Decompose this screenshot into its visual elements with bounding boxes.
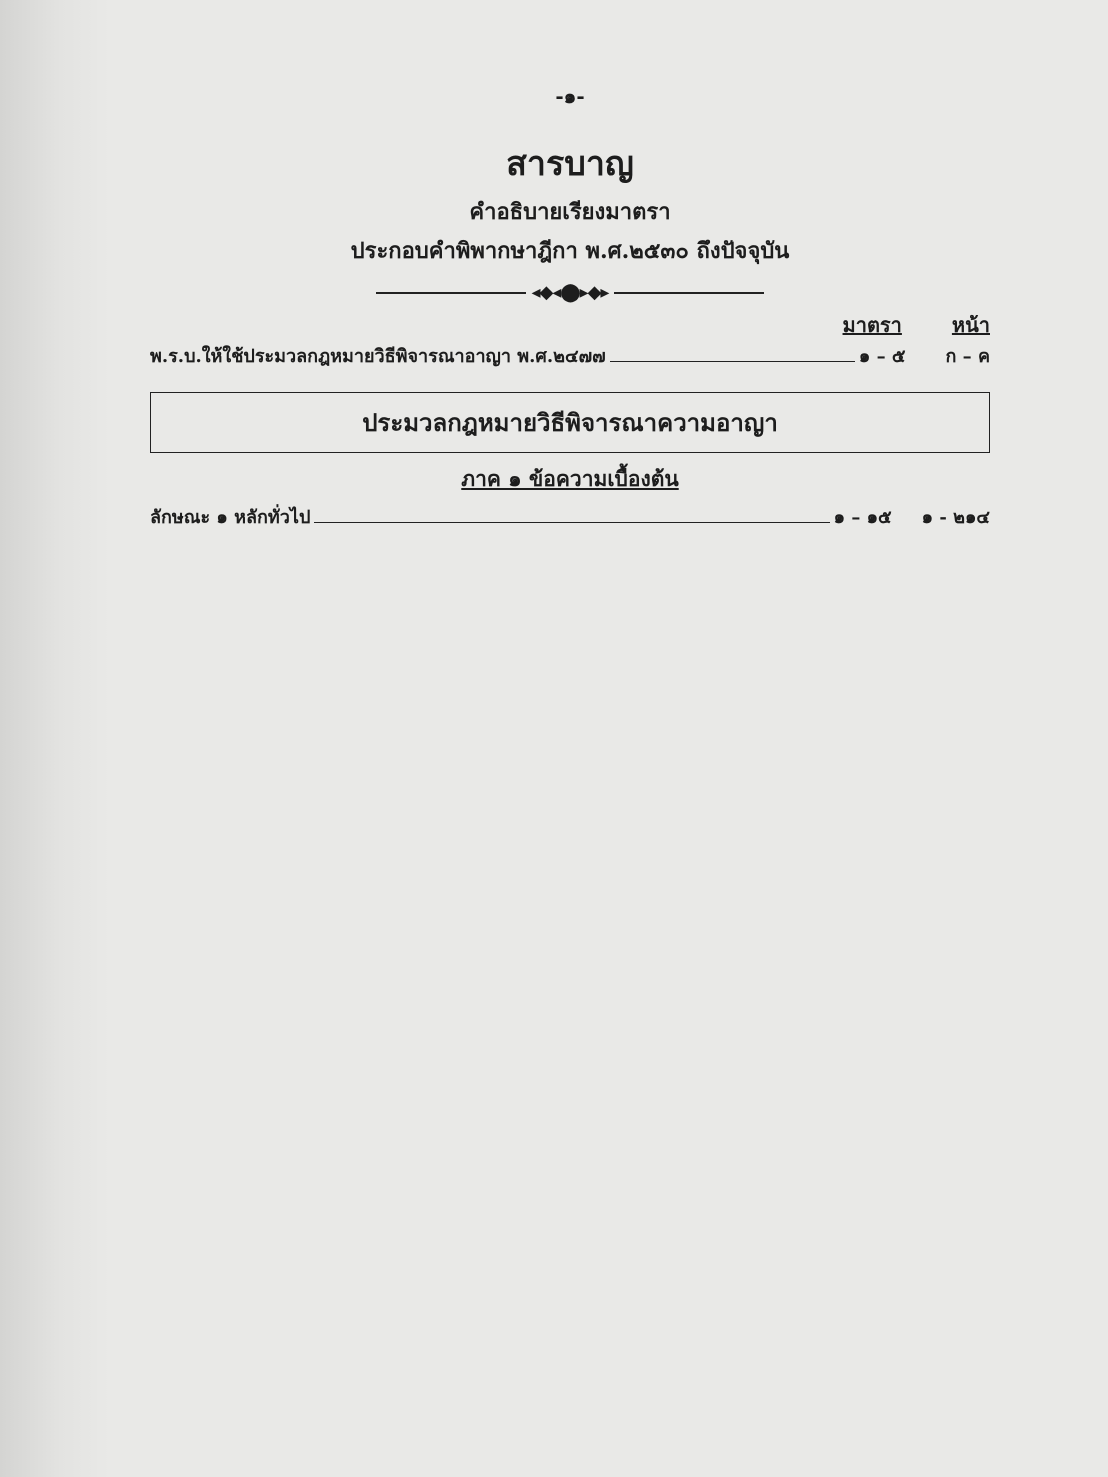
- page-number: -๑-: [555, 84, 585, 108]
- subtitle-1: คำอธิบายเรียงมาตรา: [469, 199, 671, 225]
- part-title: ภาค ๑ ข้อความเบื้องต้น: [461, 466, 679, 491]
- intro-row: [150, 341, 990, 372]
- chapter-label: ลักษณะ ๑ หลักทั่วไป: [150, 507, 311, 528]
- code-title-box: ประมวลกฎหมายวิธีพิจารณาความอาญา: [150, 392, 990, 453]
- document-page: [150, 80, 990, 533]
- column-headers: [150, 309, 990, 341]
- chapter-page: ๑ - ๒๑๔: [921, 507, 990, 528]
- page-title: สารบาญ: [506, 144, 634, 184]
- subtitle-2: ประกอบคำพิพากษาฎีกา พ.ศ.๒๕๓๐ ถึงปัจจุบัน: [350, 238, 790, 264]
- chapter-row: [150, 502, 990, 533]
- intro-label: พ.ร.บ.ให้ใช้ประมวลกฎหมายวิธีพิจารณาอาญา พ.ศ.๒๔๗๗: [150, 346, 606, 367]
- intro-section: ๑ – ๕: [858, 346, 906, 367]
- intro-page: ก – ค: [945, 346, 990, 367]
- column-header-section: มาตรา: [842, 313, 902, 337]
- column-header-page: หน้า: [951, 313, 990, 337]
- chapter-section: ๑ – ๑๕: [833, 507, 892, 528]
- page-fold-shadow: [0, 0, 110, 1477]
- ornament-divider: ◂◆◂⬤▸◆▸: [150, 282, 990, 303]
